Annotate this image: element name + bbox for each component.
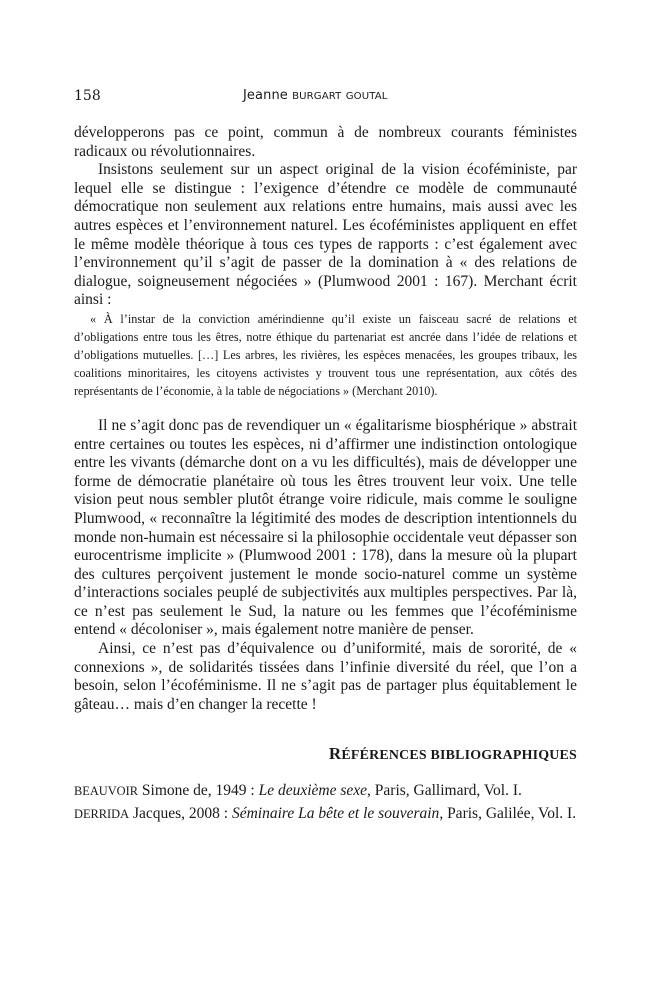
reference-details: Jacques, 2008 :	[129, 805, 232, 823]
document-page	[74, 88, 577, 828]
spacer	[74, 400, 577, 417]
references-list	[74, 782, 577, 823]
paragraph-2: Insistons seulement sur un aspect original de la vision écoféministe, par lequel elle se distingue : l’exigence d’étendre ce modèle de communauté démocratique non seulement aux relations entre humains, mais aussi avec les autres espèces et l’environnement naturel. Les écoféministes appliquent en effet le même modèle théorique à tous ces types de rapports : c’est également avec l’environnement qu’il s’agit de passer de la domination à « des relations de dialogue, soigneusement négociées » (Plumwood 2001 : 167). Merchant écrit ainsi :	[74, 161, 577, 309]
reference-title: Le deuxième sexe	[258, 782, 368, 800]
running-author	[243, 88, 388, 103]
block-quote: « À l’instar de la conviction amérindienne qu’il existe un faisceau sacré de relations et d’obligations entre tous les êtres, notre éthique du partenariat est ancrée dans l’idée de relations et d’obligations mutuelles. […] Les arbres, les rivières, les espèces menacées, les groupes tribaux, les coalitions minoritaires, les citoyens activistes y trouvent tous une représentation, aux côtés des représentants de l’économie, à la table de négociations » (Merchant 2010).	[74, 311, 577, 398]
reference-author: DERRIDA	[74, 807, 130, 822]
reference-item	[74, 805, 577, 824]
references-heading	[74, 744, 577, 764]
reference-publisher: , Paris, Gallimard, Vol. I.	[367, 782, 522, 800]
running-header	[74, 88, 577, 110]
author-last-name-1: BURGART	[292, 91, 342, 102]
reference-details: Simone de, 1949 :	[138, 782, 259, 800]
paragraph-1: développerons pas ce point, commun à de nombreux courants féministes radicaux ou révolutionnaires.	[74, 124, 577, 160]
reference-item	[74, 782, 577, 801]
author-first-name: Jeanne	[243, 88, 288, 103]
reference-author: BEAUVOIR	[74, 784, 139, 799]
references-heading-rest: ÉFÉRENCES BIBLIOGRAPHIQUES	[341, 748, 577, 764]
reference-title: Séminaire La bête et le souverain	[231, 805, 440, 823]
paragraph-4: Ainsi, ce n’est pas d’équivalence ou d’uniformité, mais de sororité, de « connexions », de solidarités tissées dans l’infinie diversité du réel, que l’on a besoin, selon l’écoféminisme. Il ne s’agit pas de partager plus équitablement le gâteau… mais d’en changer la recette !	[74, 640, 577, 713]
author-last-name-2: GOUTAL	[345, 91, 388, 102]
paragraph-3: Il ne s’agit donc pas de revendiquer un « égalitarisme biosphérique » abstrait entre certaines ou toutes les espèces, ni d’affirmer une indistinction ontologique entre les vivants (démarche dont on a vu les difficultés), mais de développer une forme de démocratie planétaire où tous les êtres trouvent leur voix. Une telle vision peut nous sembler plutôt étrange voire ridicule, mais comme le souligne Plumwood, « reconnaître la légitimité des modes de description intentionnels du monde non-humain est nécessaire si la philosophie occidentale veut dépasser son eurocentrisme implicite » (Plumwood 2001 : 178), dans la mesure où la plupart des cultures perçoivent justement le monde socio-naturel comme un système d’interactions sociales peuplé de subjectivités aux multiples perspectives. Par là, ce n’est pas seulement le Sud, la nature ou les femmes que l’écoféminisme entend « décoloniser », mais également notre manière de penser.	[74, 416, 577, 639]
page-number: 158	[74, 88, 101, 104]
reference-publisher: , Paris, Galilée, Vol. I.	[439, 805, 577, 823]
references-heading-initial: R	[328, 744, 342, 764]
body-text	[74, 124, 577, 714]
